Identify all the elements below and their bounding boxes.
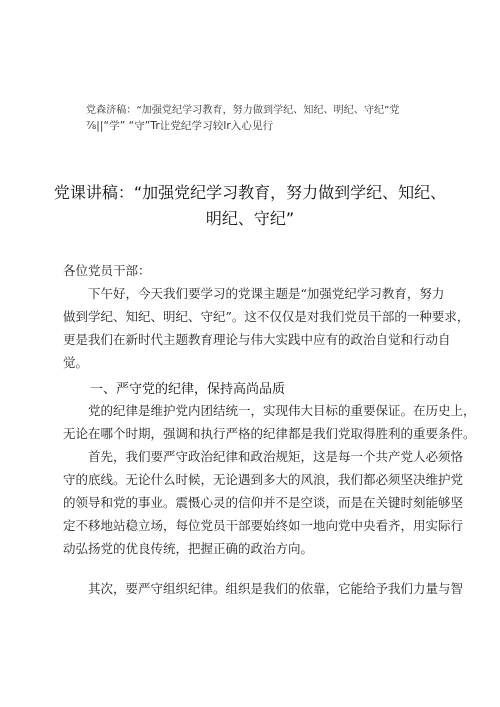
paragraph-4-line-1: 其次，要严守组织纪律。组织是我们的依靠，它能给予我们力量与智 (88, 581, 464, 596)
paragraph-2-line-2: 无论在哪个时期，强调和执行严格的纪律都是我们党取得胜利的重要条件。 (63, 426, 476, 441)
paragraph-3-line-1: 首先，我们要严守政治纪律和政治规矩，这是每一个共产党人必须恪 (88, 449, 464, 464)
paragraph-3-line-2: 守的底线。无论什么时候，无论遇到多大的风浪，我们都必须坚决维护党 (63, 472, 464, 487)
paragraph-3-line-4: 定不移地站稳立场，每位党员干部要始终如一地向党中央看齐，用实际行 (63, 518, 464, 533)
header-line-1: 党森济稿：“加强党纪学习教育，努力做到学纪、知纪、明纪、守纪”党 (86, 105, 400, 116)
paragraph-3-line-5: 动弘扬党的优良传统，把握正确的政治方向。 (63, 541, 314, 556)
document-title-line-1: 党课讲稿：“加强党纪学习教育，努力做到学纪、知纪、 (53, 183, 447, 202)
document-title-line-2: 明纪、守纪” (205, 209, 295, 228)
header-line-2: ⅞||“学” “守”Tr让党纪学习较lr入心见行 (86, 120, 274, 132)
paragraph-3-line-3: 的领导和党的事业。震慑心灵的信仰并不是空谈，而是在关键时刻能够坚 (63, 495, 464, 510)
paragraph-1-line-1: 下午好，今天我们要学习的党课主题是“加强党纪学习教育，努力 (88, 286, 445, 301)
paragraph-1-line-4: 觉。 (63, 355, 89, 370)
paragraph-2-line-1: 党的纪律是维护党内团结统一，实现伟大目标的重要保证。在历史上， (88, 403, 476, 418)
salutation: 各位党员干部： (63, 263, 151, 278)
paragraph-1-line-2: 做到学纪、知纪、明纪、守纪”。这不仅仅是对我们党员干部的一种要求， (63, 309, 470, 324)
section-heading-1: 一、严守党的纪律，保持高尚品质 (90, 382, 286, 397)
paragraph-1-line-3: 更是我们在新时代主题教育理论与伟大实践中应有的政治自觉和行动自 (63, 332, 451, 347)
